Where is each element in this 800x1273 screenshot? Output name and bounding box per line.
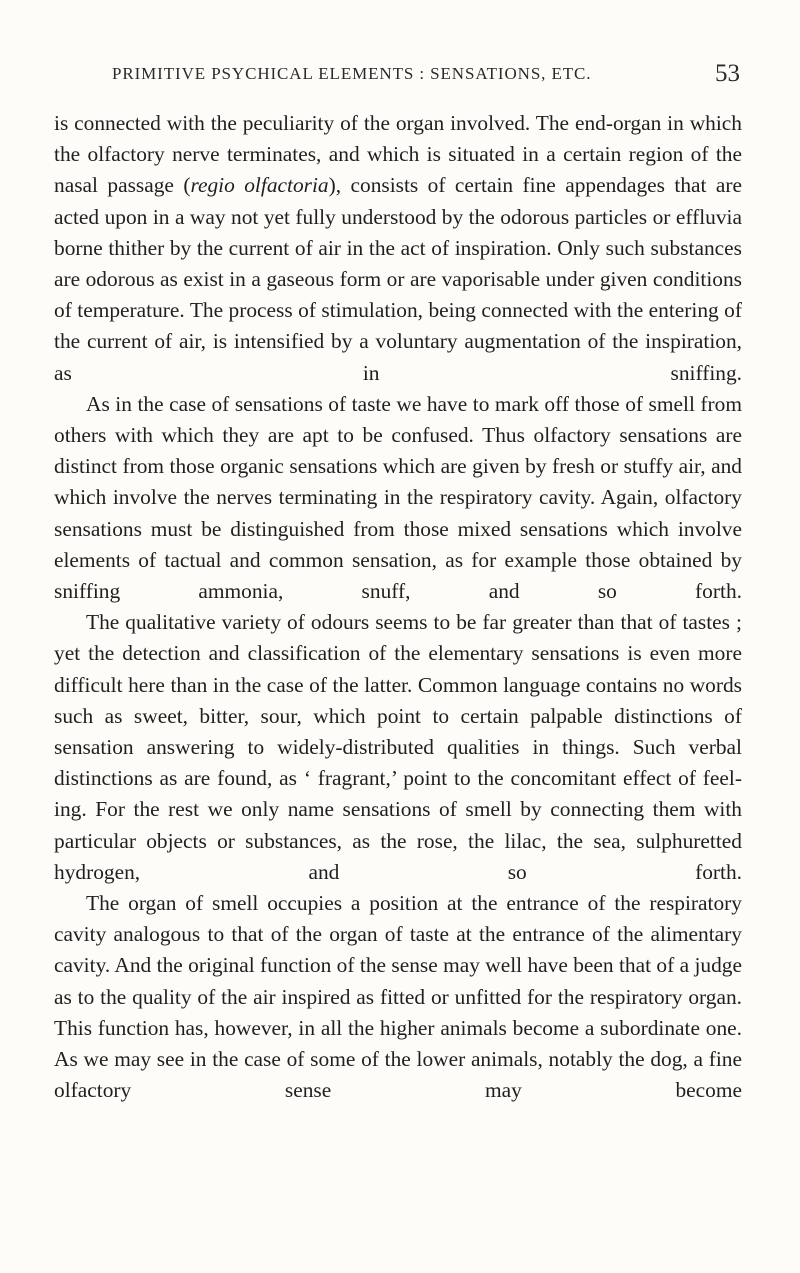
paragraph-qualitative-variety: The qualitative variety of odours seems to be far greater than that of tastes ; yet the detection and classification of the elementary sensations is even more difficult here than in the case of the latter. Common language contains no words such as sweet, bitter, sour, which point to certain palpable distinctions of sensation answering to widely-distributed qualities in things. Such verbal distinctions as are found, as ‘ fragrant,’ point to the concomitant effect of feel-ing. For the rest we only name sensations of smell by connecting them with particular objects or substances, as the rose, the lilac, the sea, sulphuretted hydrogen, and so forth. [54,610,742,884]
body-text [54,108,742,1107]
latin-term: regio olfactoria [190,173,329,198]
page-number: 53 [715,60,740,87]
paragraph-text: is connected with the peculiarity of the organ involved. The end-organ in which the olfactory nerve terminates, and which is situated in a certain region of the nasal passage ( [54,111,742,198]
paragraph-organ-function: The organ of smell occupies a position at the entrance of the respiratory cavity analogous to that of the organ of taste at the entrance of the alimentary cavity. And the original function of the sense may well have been that of a judge as to the quality of the air inspired as fitted or unfitted for the respiratory organ. This function has, however, in all the higher animals become a subordinate one. As we may see in the case of some of the lower animals, notably the dog, a fine olfactory sense may become [54,891,742,1103]
paragraph-olfactory-organ [54,108,742,389]
running-title: PRIMITIVE PSYCHICAL ELEMENTS : SENSATIONS, ETC. [112,64,592,83]
running-head [112,60,740,88]
paragraph-text: ), consists of certain fine appendages that are acted upon in a way not yet fully understood by the odorous particles or effluvia borne thither by the current of air in the act of inspiration. Only such substances are odorous as exist in a gaseous form or are vaporisable under given conditions of temperature. The process of stimulation, being connected with the entering of the current of air, is intensified by a voluntary augmentation of the inspiration, as in sniffing. [54,173,743,385]
paragraph-distinctions: As in the case of sensations of taste we have to mark off those of smell from others with which they are apt to be confused. Thus olfactory sensations are distinct from those organic sensations which are given by fresh or stuffy air, and which involve the nerves terminating in the respiratory cavity. Again, olfactory sensations must be distinguished from those mixed sensations which involve elements of tactual and common sensation, as for example those obtained by sniffing ammonia, snuff, and so forth. [54,391,742,604]
